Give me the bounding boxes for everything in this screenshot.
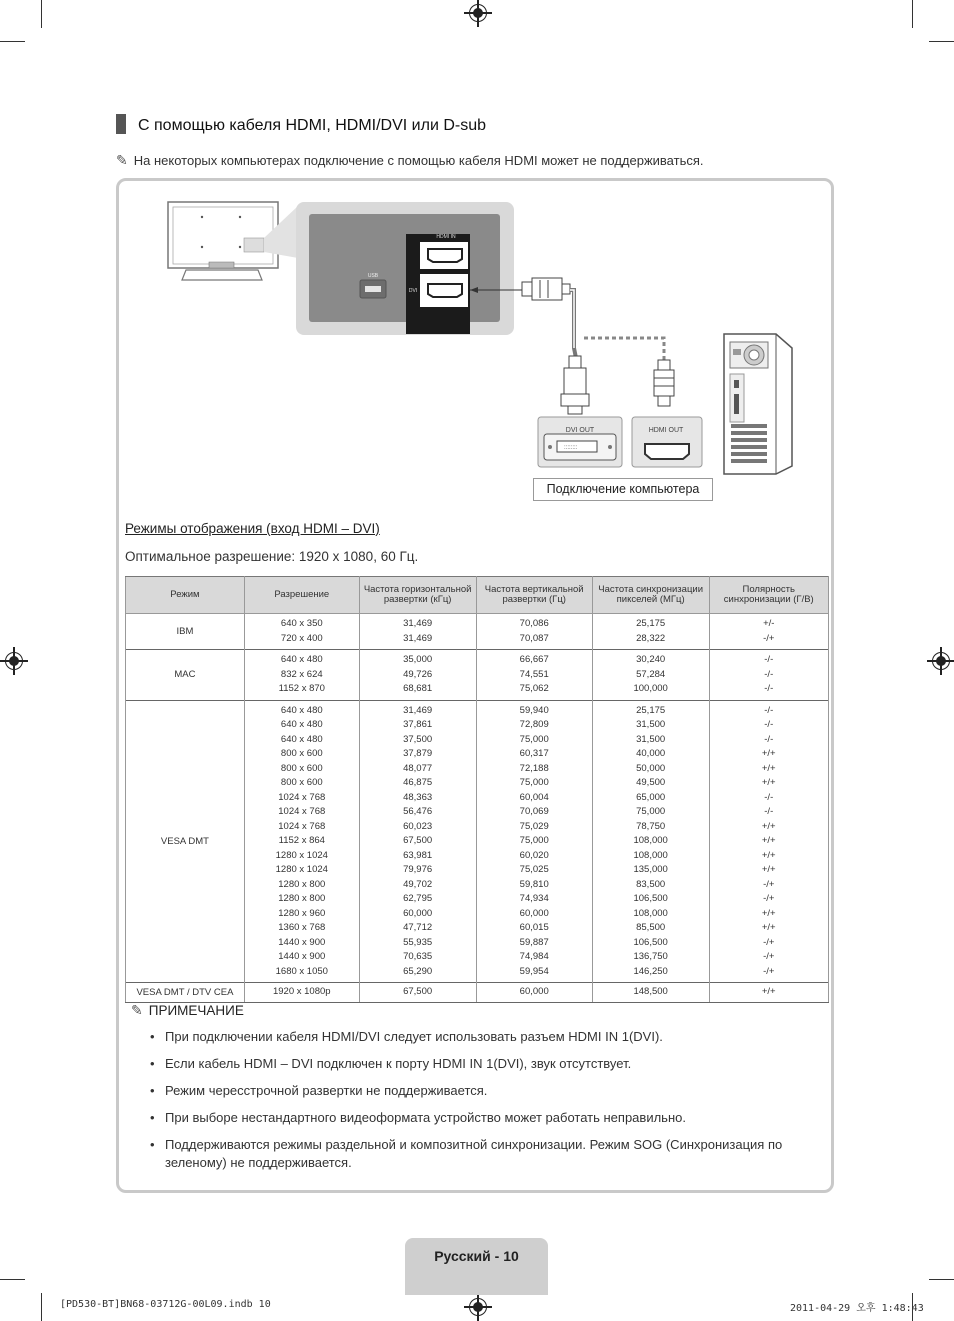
table-cell: 640 x 480 <box>280 719 323 730</box>
table-cell: 72,809 <box>519 719 549 730</box>
table-cell: 832 x 624 <box>280 668 323 680</box>
table-cell: 49,726 <box>403 668 433 680</box>
value-column-cell <box>709 700 829 983</box>
table-cell: 46,875 <box>403 777 433 788</box>
table-cell: -/+ <box>763 893 775 904</box>
hdmi-out-label: HDMI OUT <box>648 427 684 434</box>
registration-mark-icon <box>469 4 487 22</box>
table-cell: 108,000 <box>633 835 668 846</box>
hdmi-in-label: HDMI IN <box>436 234 456 240</box>
registration-mark-icon <box>932 652 950 670</box>
table-cell: 75,062 <box>519 683 549 694</box>
tv-back-icon <box>168 202 278 280</box>
table-cell: 108,000 <box>633 849 668 861</box>
page-number-tab <box>405 1238 548 1295</box>
table-cell: 55,935 <box>403 936 433 948</box>
table-cell: -/+ <box>763 951 775 962</box>
table-cell: +/+ <box>761 777 776 788</box>
table-cell: 75,029 <box>519 820 549 832</box>
table-cell: 640 x 480 <box>280 654 323 665</box>
table-cell: -/- <box>764 733 774 745</box>
table-cell: 50,000 <box>636 762 666 774</box>
table-cell: 31,469 <box>403 618 433 629</box>
pc-connection-label: Подключение компьютера <box>533 478 713 501</box>
table-cell: 67,500 <box>403 986 433 997</box>
note-item: • Если кабель HDMI – DVI подключен к порту HDMI IN 1(DVI), звук отсутствует. <box>150 1055 815 1073</box>
value-column-cell <box>592 700 709 983</box>
footer-date: 2011-04-29 오후 1:48:43 <box>790 1303 924 1314</box>
table-cell: 1024 x 768 <box>278 791 326 803</box>
value-column-cell <box>592 614 709 650</box>
value-column-cell <box>359 650 476 701</box>
table-cell: 74,551 <box>519 668 549 680</box>
table-cell: 48,077 <box>403 762 433 774</box>
table-cell: 640 x 480 <box>280 733 323 745</box>
crop-mark <box>41 0 42 28</box>
table-cell: 25,175 <box>636 704 666 716</box>
table-cell: +/+ <box>761 762 776 774</box>
hdmi-port-2-icon <box>428 249 462 262</box>
table-cell: -/- <box>764 654 774 665</box>
table-cell: 63,981 <box>403 849 433 861</box>
title-bar-marker <box>116 114 126 134</box>
value-column-cell <box>709 650 829 701</box>
header-resolution: Разрешение <box>244 577 359 614</box>
pc-tower-icon <box>724 334 792 474</box>
section-title-text: С помощью кабеля HDMI, HDMI/DVI или D-sub <box>138 117 487 134</box>
table-row <box>126 983 829 1003</box>
header-vertical-frequency: Частота вертикальной развертки (Гц) <box>476 577 592 614</box>
table-cell: 70,087 <box>519 632 549 644</box>
table-cell: 106,500 <box>633 936 668 948</box>
table-cell: 79,976 <box>403 864 433 875</box>
table-cell: 65,000 <box>636 791 666 803</box>
table-cell: 70,069 <box>519 806 549 817</box>
table-cell: 800 x 600 <box>280 762 323 774</box>
table-row <box>126 614 829 650</box>
table-cell: 74,984 <box>519 951 549 962</box>
note-item: • Поддерживаются режимы раздельной и композитной синхронизации. Режим SOG (Синхронизация по зеленому) не поддерживается. <box>150 1136 815 1172</box>
table-cell: 148,500 <box>633 986 668 997</box>
table-cell: 75,000 <box>636 806 666 817</box>
top-note <box>116 152 704 169</box>
crop-mark <box>0 1279 25 1280</box>
value-column-cell <box>592 650 709 701</box>
registration-mark-icon <box>469 1298 487 1316</box>
table-cell: 1440 x 900 <box>278 936 326 948</box>
value-column-cell <box>359 700 476 983</box>
registration-mark-icon <box>5 652 23 670</box>
table-cell: 75,000 <box>519 777 549 788</box>
table-cell: 28,322 <box>636 632 666 644</box>
table-cell: 66,667 <box>519 654 549 665</box>
table-cell: +/+ <box>761 748 776 759</box>
top-note-text: На некоторых компьютерах подключение с помощью кабеля HDMI может не поддерживаться. <box>133 153 704 168</box>
mode-cell: VESA DMT <box>126 700 245 983</box>
value-column-cell <box>244 983 359 1003</box>
value-column-cell <box>476 650 592 701</box>
table-cell: 31,469 <box>403 704 433 716</box>
table-cell: 146,250 <box>633 965 668 977</box>
table-cell: 1280 x 1024 <box>275 849 328 861</box>
note-item: • При подключении кабеля HDMI/DVI следует использовать разъем HDMI IN 1(DVI). <box>150 1028 815 1046</box>
table-cell: -/- <box>764 719 774 730</box>
table-cell: 60,317 <box>519 748 549 759</box>
svg-text:::::::::: :::::::: <box>564 445 578 451</box>
footer-file-info: [PD530-BT]BN68-03712G-00L09.indb 10 <box>60 1299 271 1310</box>
table-cell: +/+ <box>761 835 776 846</box>
table-cell: -/- <box>764 683 774 694</box>
table-cell: 1152 x 870 <box>278 683 325 694</box>
header-pixel-clock: Частота синхронизации пикселей (МГц) <box>592 577 709 614</box>
table-cell: 70,086 <box>519 618 549 629</box>
table-cell: 59,954 <box>519 965 549 977</box>
pencil-note-icon: ✎ <box>131 1002 143 1018</box>
table-cell: -/+ <box>763 632 775 644</box>
notes-list <box>150 1028 815 1181</box>
table-header-row <box>126 577 829 614</box>
table-cell: 60,000 <box>519 907 549 919</box>
value-column-cell <box>244 650 359 701</box>
value-column-cell <box>709 983 829 1003</box>
table-cell: 1360 x 768 <box>278 922 326 933</box>
table-cell: 37,500 <box>403 733 433 745</box>
table-cell: -/- <box>764 668 774 680</box>
table-cell: -/- <box>764 806 774 817</box>
table-cell: -/+ <box>763 965 775 977</box>
value-column-cell <box>244 700 359 983</box>
table-cell: 57,284 <box>636 668 666 680</box>
notes-title <box>131 1002 244 1019</box>
value-column-cell <box>244 614 359 650</box>
table-cell: 1024 x 768 <box>278 806 326 817</box>
dvi-out-port-icon <box>538 417 622 467</box>
value-column-cell <box>592 983 709 1003</box>
table-cell: 640 x 480 <box>280 704 323 716</box>
dvi-plug-icon <box>561 356 589 414</box>
table-cell: 31,469 <box>403 632 433 644</box>
table-cell: 1680 x 1050 <box>275 965 328 977</box>
crop-mark <box>929 41 954 42</box>
table-cell: 75,000 <box>519 835 549 846</box>
table-cell: 136,750 <box>633 951 668 962</box>
table-cell: 1280 x 800 <box>278 893 326 904</box>
note-item: • При выборе нестандартного видеоформата устройство может работать неправильно. <box>150 1109 815 1127</box>
table-cell: -/+ <box>763 878 775 890</box>
table-cell: 1024 x 768 <box>278 820 326 832</box>
header-sync-polarity: Полярность синхронизации (Г/В) <box>709 577 829 614</box>
table-cell: 65,290 <box>403 965 433 977</box>
table-cell: 78,750 <box>636 820 666 832</box>
modes-title: Режимы отображения (вход HDMI – DVI) <box>125 521 380 536</box>
table-cell: 60,004 <box>519 791 549 803</box>
value-column-cell <box>476 700 592 983</box>
table-cell: 59,887 <box>519 936 549 948</box>
table-cell: 70,635 <box>403 951 433 962</box>
table-cell: 60,015 <box>519 922 549 933</box>
header-mode: Режим <box>126 577 245 614</box>
note-item: • Режим чересстрочной развертки не поддерживается. <box>150 1082 815 1100</box>
table-cell: 62,795 <box>403 893 433 904</box>
table-cell: 68,681 <box>403 683 433 694</box>
table-cell: 40,000 <box>636 748 666 759</box>
table-cell: 75,025 <box>519 864 549 875</box>
crop-mark <box>41 1293 42 1321</box>
table-cell: +/+ <box>761 864 776 875</box>
table-cell: 31,500 <box>636 733 666 745</box>
table-cell: 60,000 <box>519 986 549 997</box>
header-horizontal-frequency: Частота горизонтальной развертки (кГц) <box>359 577 476 614</box>
table-cell: 75,000 <box>519 733 549 745</box>
table-cell: 1280 x 960 <box>278 907 326 919</box>
table-cell: -/- <box>764 791 774 803</box>
value-column-cell <box>476 983 592 1003</box>
hdmi-dvi-plug-icon <box>522 278 570 300</box>
table-cell: +/+ <box>761 849 776 861</box>
table-cell: 800 x 600 <box>280 777 323 788</box>
table-cell: 83,500 <box>636 878 666 890</box>
value-column-cell <box>476 614 592 650</box>
table-cell: 720 x 400 <box>280 632 323 644</box>
table-cell: 56,476 <box>403 806 433 817</box>
table-cell: 100,000 <box>633 683 668 694</box>
dvi-port-label: DVI <box>408 288 418 294</box>
table-cell: -/+ <box>763 936 775 948</box>
pencil-note-icon: ✎ <box>116 152 128 168</box>
table-cell: +/+ <box>761 986 776 997</box>
table-cell: 74,934 <box>519 893 549 904</box>
table-cell: 49,702 <box>403 878 433 890</box>
table-cell: +/+ <box>761 820 776 832</box>
table-cell: 59,940 <box>519 704 549 716</box>
value-column-cell <box>709 614 829 650</box>
table-cell: 67,500 <box>403 835 433 846</box>
crop-mark <box>929 1279 954 1280</box>
table-cell: -/- <box>764 704 774 716</box>
page-number-label: Русский - 10 <box>434 1248 519 1264</box>
table-cell: 60,020 <box>519 849 549 861</box>
table-cell: +/+ <box>761 922 776 933</box>
crop-mark <box>912 0 913 28</box>
table-cell: 1440 x 900 <box>278 951 326 962</box>
crop-mark <box>0 41 25 42</box>
dvi-out-label: DVI OUT <box>565 427 595 434</box>
usb-port-label: USB <box>367 273 379 279</box>
panel-closeup <box>309 214 500 322</box>
mode-cell: IBM <box>126 614 245 650</box>
hdmi-plug-icon <box>654 360 674 406</box>
table-cell: 60,023 <box>403 820 433 832</box>
table-cell: 1920 x 1080p <box>272 986 331 997</box>
table-row <box>126 650 829 701</box>
value-column-cell <box>359 983 476 1003</box>
table-row <box>126 700 829 983</box>
table-cell: 72,188 <box>519 762 549 774</box>
table-cell: 35,000 <box>403 654 433 665</box>
hdmi-dotted-cable <box>584 338 664 362</box>
table-cell: 640 x 350 <box>280 618 323 629</box>
table-cell: 108,000 <box>633 907 668 919</box>
table-cell: 37,861 <box>403 719 433 730</box>
table-cell: 60,000 <box>403 907 433 919</box>
table-cell: 106,500 <box>633 893 668 904</box>
mode-cell: VESA DMT / DTV CEA <box>126 983 245 1003</box>
notes-title-text: ПРИМЕЧАНИЕ <box>148 1003 244 1018</box>
section-title <box>116 114 486 135</box>
table-cell: 85,500 <box>636 922 666 933</box>
table-cell: 25,175 <box>636 618 666 629</box>
hdmi-port-1-icon <box>428 284 462 297</box>
mode-cell: MAC <box>126 650 245 701</box>
table-cell: 30,240 <box>636 654 666 665</box>
display-modes-table <box>125 576 829 1003</box>
value-column-cell <box>359 614 476 650</box>
table-cell: 135,000 <box>633 864 668 875</box>
table-cell: +/+ <box>761 907 776 919</box>
table-cell: 59,810 <box>519 878 549 890</box>
table-cell: 1280 x 1024 <box>275 864 328 875</box>
table-cell: 49,500 <box>636 777 666 788</box>
optimal-resolution: Оптимальное разрешение: 1920 x 1080, 60 Гц. <box>125 549 419 564</box>
hdmi-out-port-icon <box>632 417 702 467</box>
table-cell: 31,500 <box>636 719 666 730</box>
table-cell: 47,712 <box>403 922 433 933</box>
hdmi-dvi-cable <box>570 290 576 358</box>
table-cell: 48,363 <box>403 791 433 803</box>
table-cell: 37,879 <box>403 748 433 759</box>
table-cell: +/- <box>763 618 775 629</box>
connection-diagram <box>164 198 804 478</box>
table-cell: 800 x 600 <box>280 748 323 759</box>
table-cell: 1280 x 800 <box>278 878 326 890</box>
table-cell: 1152 x 864 <box>278 835 325 846</box>
